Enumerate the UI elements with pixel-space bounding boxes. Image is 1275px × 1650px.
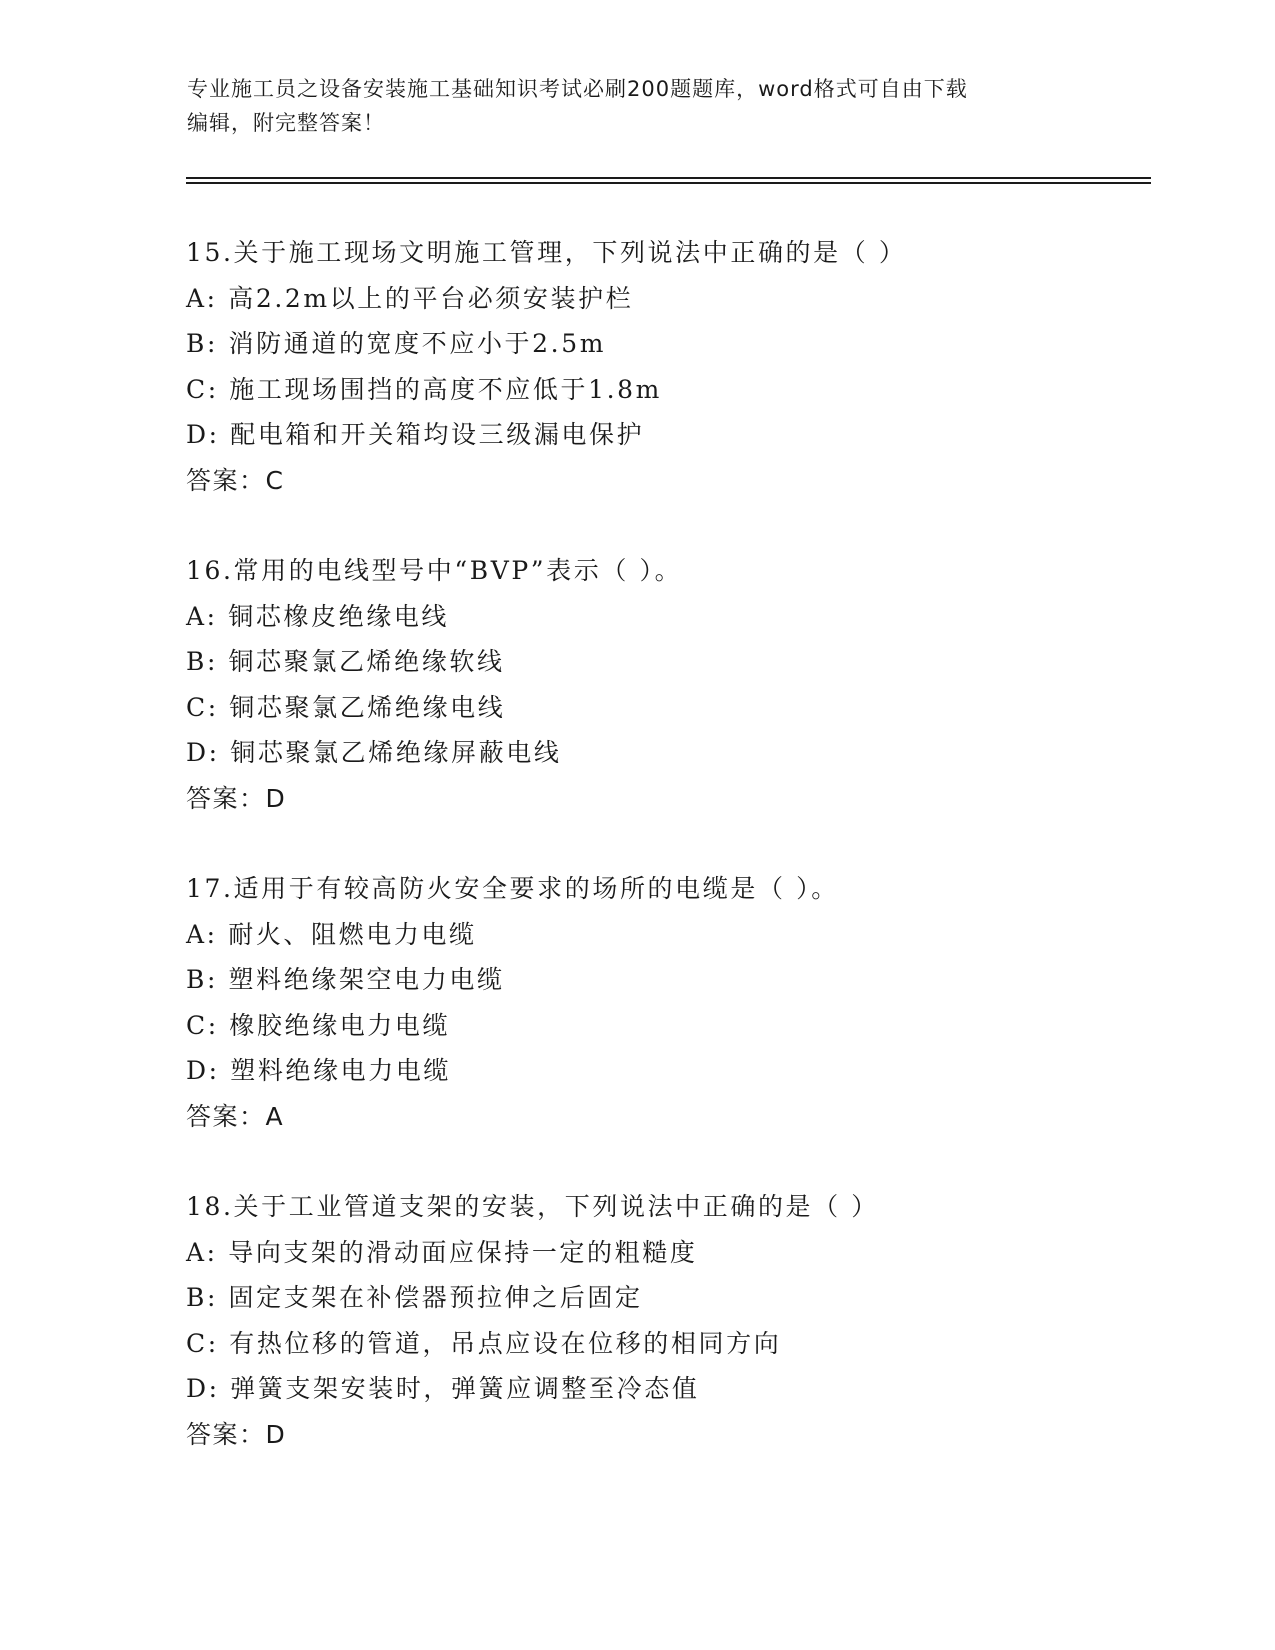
option-d: D: 塑料绝缘电力电缆 [186,1056,452,1085]
option-d: D: 铜芯聚氯乙烯绝缘屏蔽电线 [186,738,562,767]
option-b: B: 铜芯聚氯乙烯绝缘软线 [186,647,505,676]
question-16 [186,548,1146,866]
question-17 [186,866,1146,1184]
document-header [187,72,1067,140]
option-a: A: 导向支架的滑动面应保持一定的粗糙度 [186,1237,698,1267]
option-a: A: 高2.2m以上的平台必须安装护栏 [186,283,634,313]
header-divider-bottom [186,182,1151,184]
option-c: C: 橡胶绝缘电力电缆 [186,1010,451,1040]
question-list [186,230,1146,1502]
answer-line: 答案：C [186,465,285,495]
answer-line: 答案：A [186,1101,285,1131]
option-c: C: 施工现场围挡的高度不应低于1.8m [186,374,662,404]
option-b: B: 消防通道的宽度不应小于2.5m [186,329,607,358]
question-stem: 17.适用于有较高防火安全要求的场所的电缆是（ ）。 [186,874,839,903]
option-d: D: 弹簧支架安装时，弹簧应调整至冷态值 [186,1374,700,1403]
header-divider-top [186,177,1151,179]
answer-line: 答案：D [186,1419,287,1449]
question-15 [186,230,1146,548]
question-stem: 15.关于施工现场文明施工管理，下列说法中正确的是（ ） [186,238,907,267]
option-c: C: 有热位移的管道，吊点应设在位移的相同方向 [186,1328,782,1358]
option-c: C: 铜芯聚氯乙烯绝缘电线 [186,692,506,722]
header-title-line-2: 编辑，附完整答案！ [187,111,385,135]
question-stem: 16.常用的电线型号中“BVP”表示（ ）。 [186,556,683,585]
option-d: D: 配电箱和开关箱均设三级漏电保护 [186,420,645,449]
header-title-line-1: 专业施工员之设备安装施工基础知识考试必刷200题题库，word格式可自由下载 [187,77,968,101]
option-a: A: 耐火、阻燃电力电缆 [186,919,477,949]
option-b: B: 固定支架在补偿器预拉伸之后固定 [186,1283,643,1312]
option-b: B: 塑料绝缘架空电力电缆 [186,965,505,994]
answer-line: 答案：D [186,783,287,813]
question-18 [186,1184,1146,1502]
question-stem: 18.关于工业管道支架的安装，下列说法中正确的是（ ） [186,1192,879,1221]
option-a: A: 铜芯橡皮绝缘电线 [186,601,450,631]
